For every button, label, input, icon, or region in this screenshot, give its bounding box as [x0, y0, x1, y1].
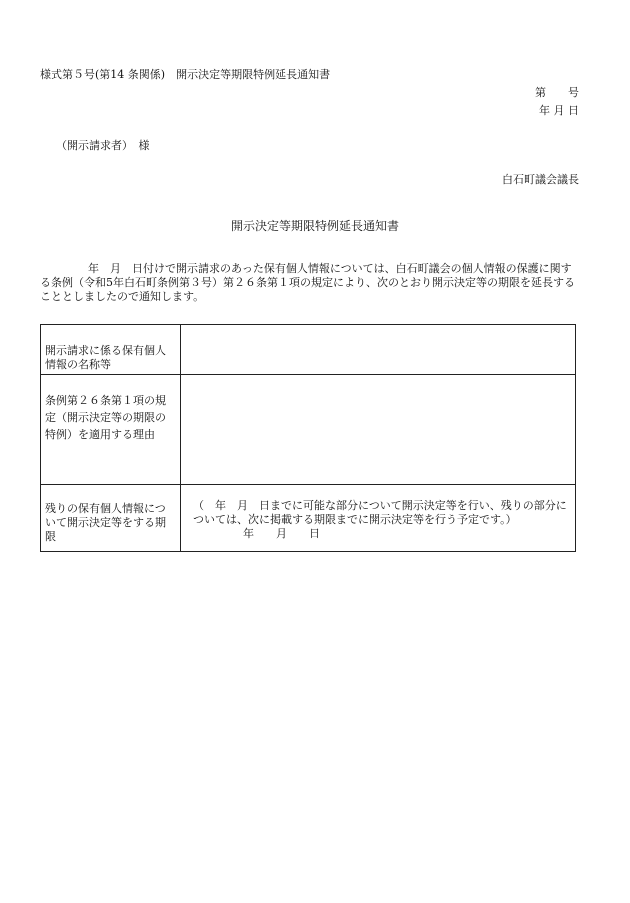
deadline-date: 年 月 日	[243, 527, 320, 540]
table-row	[41, 375, 576, 485]
row-value: （ 年 月 日までに可能な部分について開示決定等を行い、残りの部分については、次に掲載する期限までに開示決定等を行う予定です。）	[193, 499, 567, 526]
issue-date: 年 月 日	[539, 104, 579, 117]
row-value-cell	[181, 375, 576, 485]
table-row	[41, 325, 576, 375]
row-label-cell	[41, 485, 181, 552]
document-number: 第 号	[535, 86, 579, 99]
row-label: 条例第２６条第１項の規定（開示決定等の期限の特例）を適用する理由	[45, 394, 166, 441]
row-label: 開示請求に係る保有個人情報の名称等	[45, 344, 166, 371]
body-paragraph: 年 月 日付けで開示請求のあった保有個人情報については、白石町議会の個人情報の保護に関する条例（令和5年白石町条例第３号）第２６条第１項の規定により、次のとおり開示決定等の期限を延長することとしましたので通知します。	[40, 262, 575, 303]
row-label-cell	[41, 325, 181, 375]
table-row	[41, 485, 576, 552]
row-value	[185, 375, 571, 389]
row-value-cell	[181, 485, 576, 552]
sender: 白石町議会議長	[502, 173, 579, 186]
row-value	[185, 325, 571, 339]
notice-table	[40, 324, 576, 552]
row-value-cell	[181, 325, 576, 375]
document-title: 開示決定等期限特例延長通知書	[230, 219, 399, 233]
row-label-cell	[41, 375, 181, 485]
row-label: 残りの保有個人情報について開示決定等をする期限	[45, 502, 166, 543]
form-label: 様式第５号(第14 条関係) 開示決定等期限特例延長通知書	[40, 68, 331, 81]
addressee: （開示請求者） 様	[56, 139, 150, 152]
